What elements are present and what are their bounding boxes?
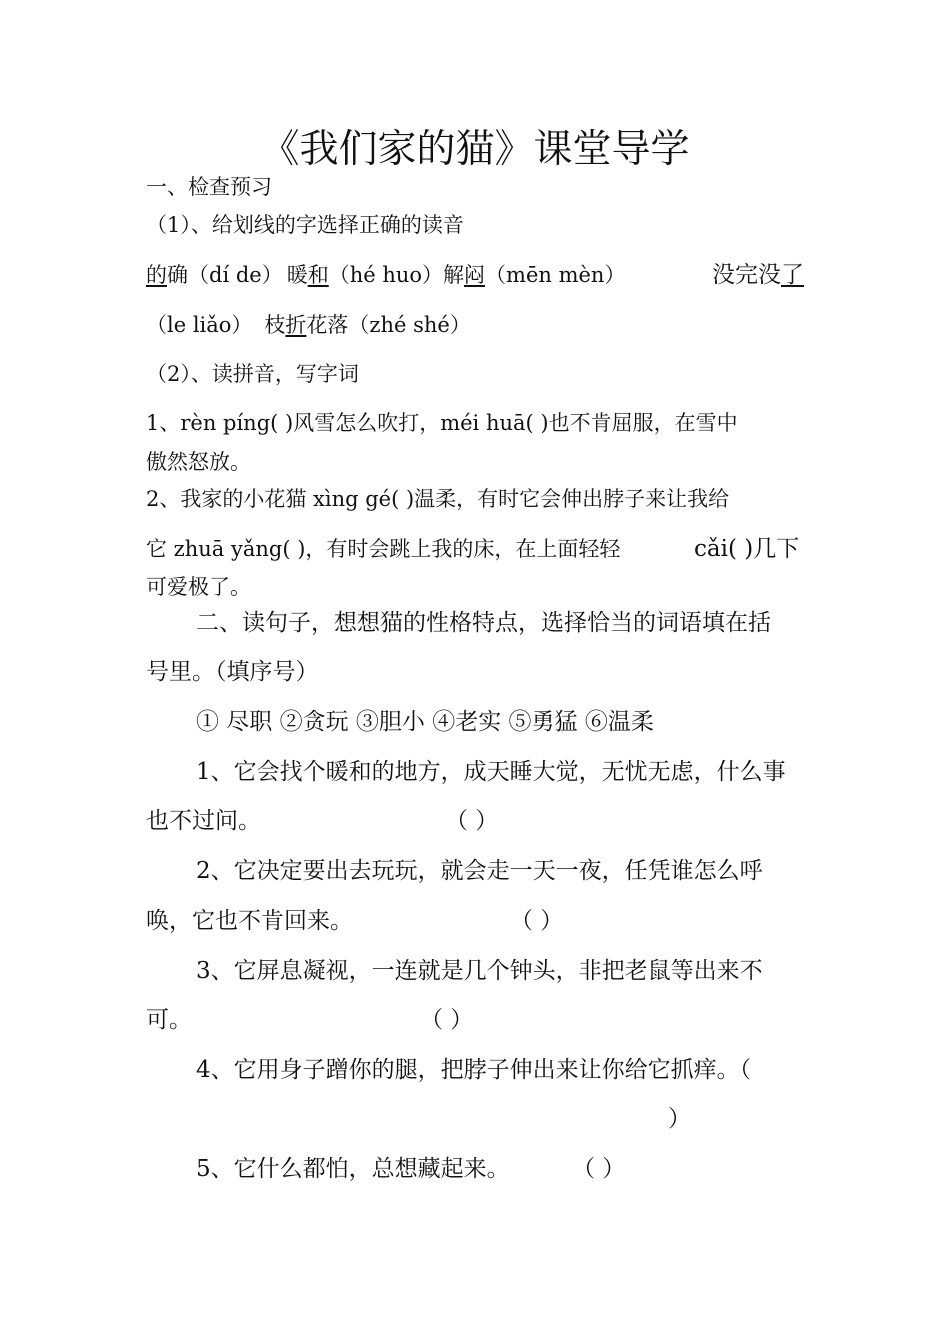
pronunciation-prefix: 解 bbox=[443, 263, 465, 287]
answer-options: ① 尽职 ②贪玩 ③胆小 ④老实 ⑤勇猛 ⑥温柔 bbox=[196, 709, 654, 735]
answer-blank-4-close[interactable]: ） bbox=[668, 1106, 691, 1132]
pinyin-line-3: 2、我家的小花猫 xìng gé( )温柔，有时它会伸出脖子来让我给 bbox=[146, 487, 730, 511]
pronunciation-prefix: 枝 bbox=[264, 313, 286, 337]
answer-blank-1[interactable]: （ ） bbox=[445, 808, 499, 834]
pronunciation-option: 花落（zhé shé） bbox=[306, 313, 471, 337]
pinyin-line-4-end: cǎi( )几下 bbox=[694, 536, 800, 562]
underlined-char: 了 bbox=[781, 262, 804, 288]
sentence-5: 5、它什么都怕，总想藏起来。 bbox=[196, 1156, 510, 1182]
pronunciation-item-4-start bbox=[712, 260, 804, 290]
pronunciation-prefix: 暖 bbox=[286, 263, 308, 287]
sentence-1: 1、它会找个暖和的地方，成天睡大觉，无忧无虑，什么事 bbox=[196, 759, 786, 785]
pronunciation-line-2 bbox=[146, 310, 471, 340]
section-2-heading-cont: 号里。（填序号） bbox=[146, 659, 319, 685]
pronunciation-option: （hé huo） bbox=[328, 263, 444, 287]
answer-blank-3[interactable]: （ ） bbox=[420, 1007, 474, 1033]
underlined-char: 的 bbox=[146, 263, 167, 287]
question-2-heading: （2）、读拼音，写字词 bbox=[146, 362, 359, 386]
sentence-4: 4、它用身子蹭你的腿，把脖子伸出来让你给它抓痒。（ bbox=[196, 1057, 752, 1083]
underlined-char: 闷 bbox=[464, 263, 486, 287]
pronunciation-option: 确（dí de） bbox=[167, 263, 283, 287]
sentence-2: 2、它决定要出去玩玩，就会走一天一夜，任凭谁怎么呼 bbox=[196, 858, 763, 884]
pinyin-line-1: 1、rèn píng( )风雪怎么吹打，méi huā( )也不肯屈服，在雪中 bbox=[146, 411, 738, 435]
page-title: 《我们家的猫》课堂导学 bbox=[260, 127, 690, 172]
section-1-heading: 一、检查预习 bbox=[146, 175, 272, 199]
underlined-char: 折 bbox=[285, 313, 307, 337]
sentence-1-cont: 也不过问。 bbox=[146, 808, 261, 834]
sentence-3-cont: 可。 bbox=[146, 1007, 192, 1033]
pronunciation-option: （mēn mèn） bbox=[485, 263, 626, 287]
pronunciation-option: （le liǎo） bbox=[146, 313, 253, 337]
pronunciation-line-1 bbox=[146, 260, 625, 290]
pronunciation-prefix: 没完没 bbox=[712, 262, 781, 288]
underlined-char: 和 bbox=[307, 263, 329, 287]
answer-blank-5[interactable]: （ ） bbox=[572, 1156, 626, 1182]
section-2-heading: 二、读句子，想想猫的性格特点，选择恰当的词语填在括 bbox=[196, 610, 771, 636]
question-1-heading: （1）、给划线的字选择正确的读音 bbox=[146, 213, 464, 237]
sentence-2-cont: 唤，它也不肯回来。 bbox=[146, 908, 353, 934]
answer-blank-2[interactable]: （ ） bbox=[510, 908, 564, 934]
pinyin-line-2: 傲然怒放。 bbox=[146, 450, 251, 474]
pinyin-line-4: 它 zhuā yǎng( )，有时会跳上我的床，在上面轻轻 bbox=[146, 537, 621, 561]
pinyin-line-5: 可爱极了。 bbox=[146, 575, 251, 599]
sentence-3: 3、它屏息凝视，一连就是几个钟头，非把老鼠等出来不 bbox=[196, 958, 763, 984]
